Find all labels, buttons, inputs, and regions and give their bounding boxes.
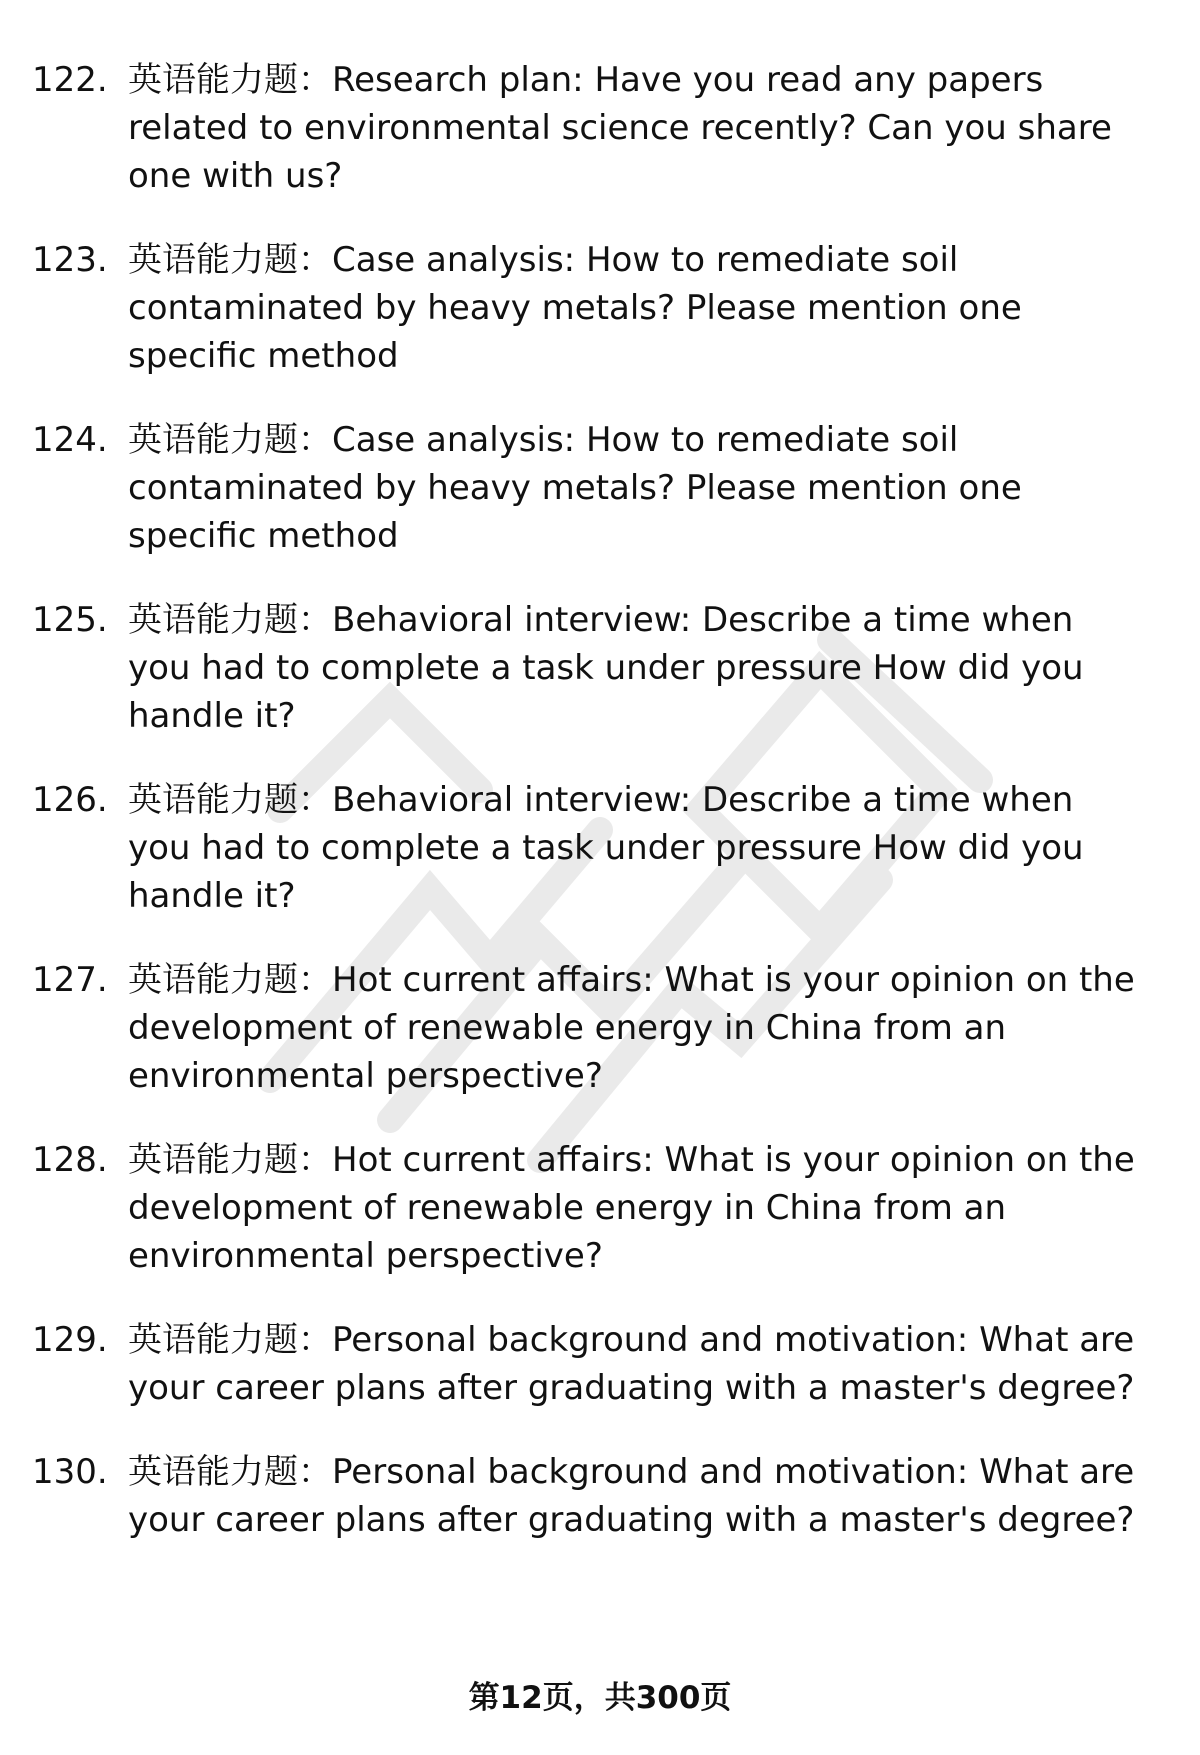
question-body: Research plan: Have you read any papers related to environmental science recently? Can you share one with us? <box>128 60 1112 196</box>
question-list <box>32 56 1152 1580</box>
question-number: 123. <box>32 240 108 280</box>
question-number: 129. <box>32 1320 108 1360</box>
question-text <box>128 1136 1138 1280</box>
question-item <box>32 596 1152 740</box>
question-item <box>32 1316 1152 1412</box>
question-item <box>32 236 1152 380</box>
question-text <box>128 776 1138 920</box>
question-number: 122. <box>32 60 108 100</box>
question-tag: 英语能力题： <box>128 1140 332 1180</box>
question-text <box>128 236 1138 380</box>
question-body: Personal background and motivation: What are your career plans after graduating with a master's degree? <box>128 1320 1135 1408</box>
question-body: Case analysis: How to remediate soil contaminated by heavy metals? Please mention one specific method <box>128 240 1022 376</box>
question-tag: 英语能力题： <box>128 240 332 280</box>
question-body: Behavioral interview: Describe a time when you had to complete a task under pressure How did you handle it? <box>128 600 1084 736</box>
question-number: 124. <box>32 420 108 460</box>
question-item <box>32 776 1152 920</box>
question-tag: 英语能力题： <box>128 960 332 1000</box>
question-item <box>32 56 1152 200</box>
question-body: Case analysis: How to remediate soil contaminated by heavy metals? Please mention one specific method <box>128 420 1022 556</box>
question-body: Personal background and motivation: What are your career plans after graduating with a master's degree? <box>128 1452 1135 1540</box>
question-number: 126. <box>32 780 108 820</box>
question-number: 127. <box>32 960 108 1000</box>
question-tag: 英语能力题： <box>128 600 332 640</box>
question-text <box>128 1316 1138 1412</box>
question-text <box>128 416 1138 560</box>
question-tag: 英语能力题： <box>128 1452 332 1492</box>
question-tag: 英语能力题： <box>128 1320 332 1360</box>
question-text <box>128 956 1138 1100</box>
question-item <box>32 1136 1152 1280</box>
question-body: Hot current affairs: What is your opinion on the development of renewable energy in China from an environmental perspective? <box>128 960 1135 1096</box>
page-number-footer: 第12页，共300页 <box>468 1680 732 1716</box>
question-number: 130. <box>32 1452 108 1492</box>
question-item <box>32 1448 1152 1544</box>
question-number: 125. <box>32 600 108 640</box>
question-tag: 英语能力题： <box>128 60 332 100</box>
question-tag: 英语能力题： <box>128 420 332 460</box>
question-text <box>128 56 1138 200</box>
question-text <box>128 1448 1138 1544</box>
question-tag: 英语能力题： <box>128 780 332 820</box>
question-body: Behavioral interview: Describe a time when you had to complete a task under pressure How did you handle it? <box>128 780 1084 916</box>
question-number: 128. <box>32 1140 108 1180</box>
question-item <box>32 956 1152 1100</box>
question-text <box>128 596 1138 740</box>
question-body: Hot current affairs: What is your opinion on the development of renewable energy in China from an environmental perspective? <box>128 1140 1135 1276</box>
question-item <box>32 416 1152 560</box>
